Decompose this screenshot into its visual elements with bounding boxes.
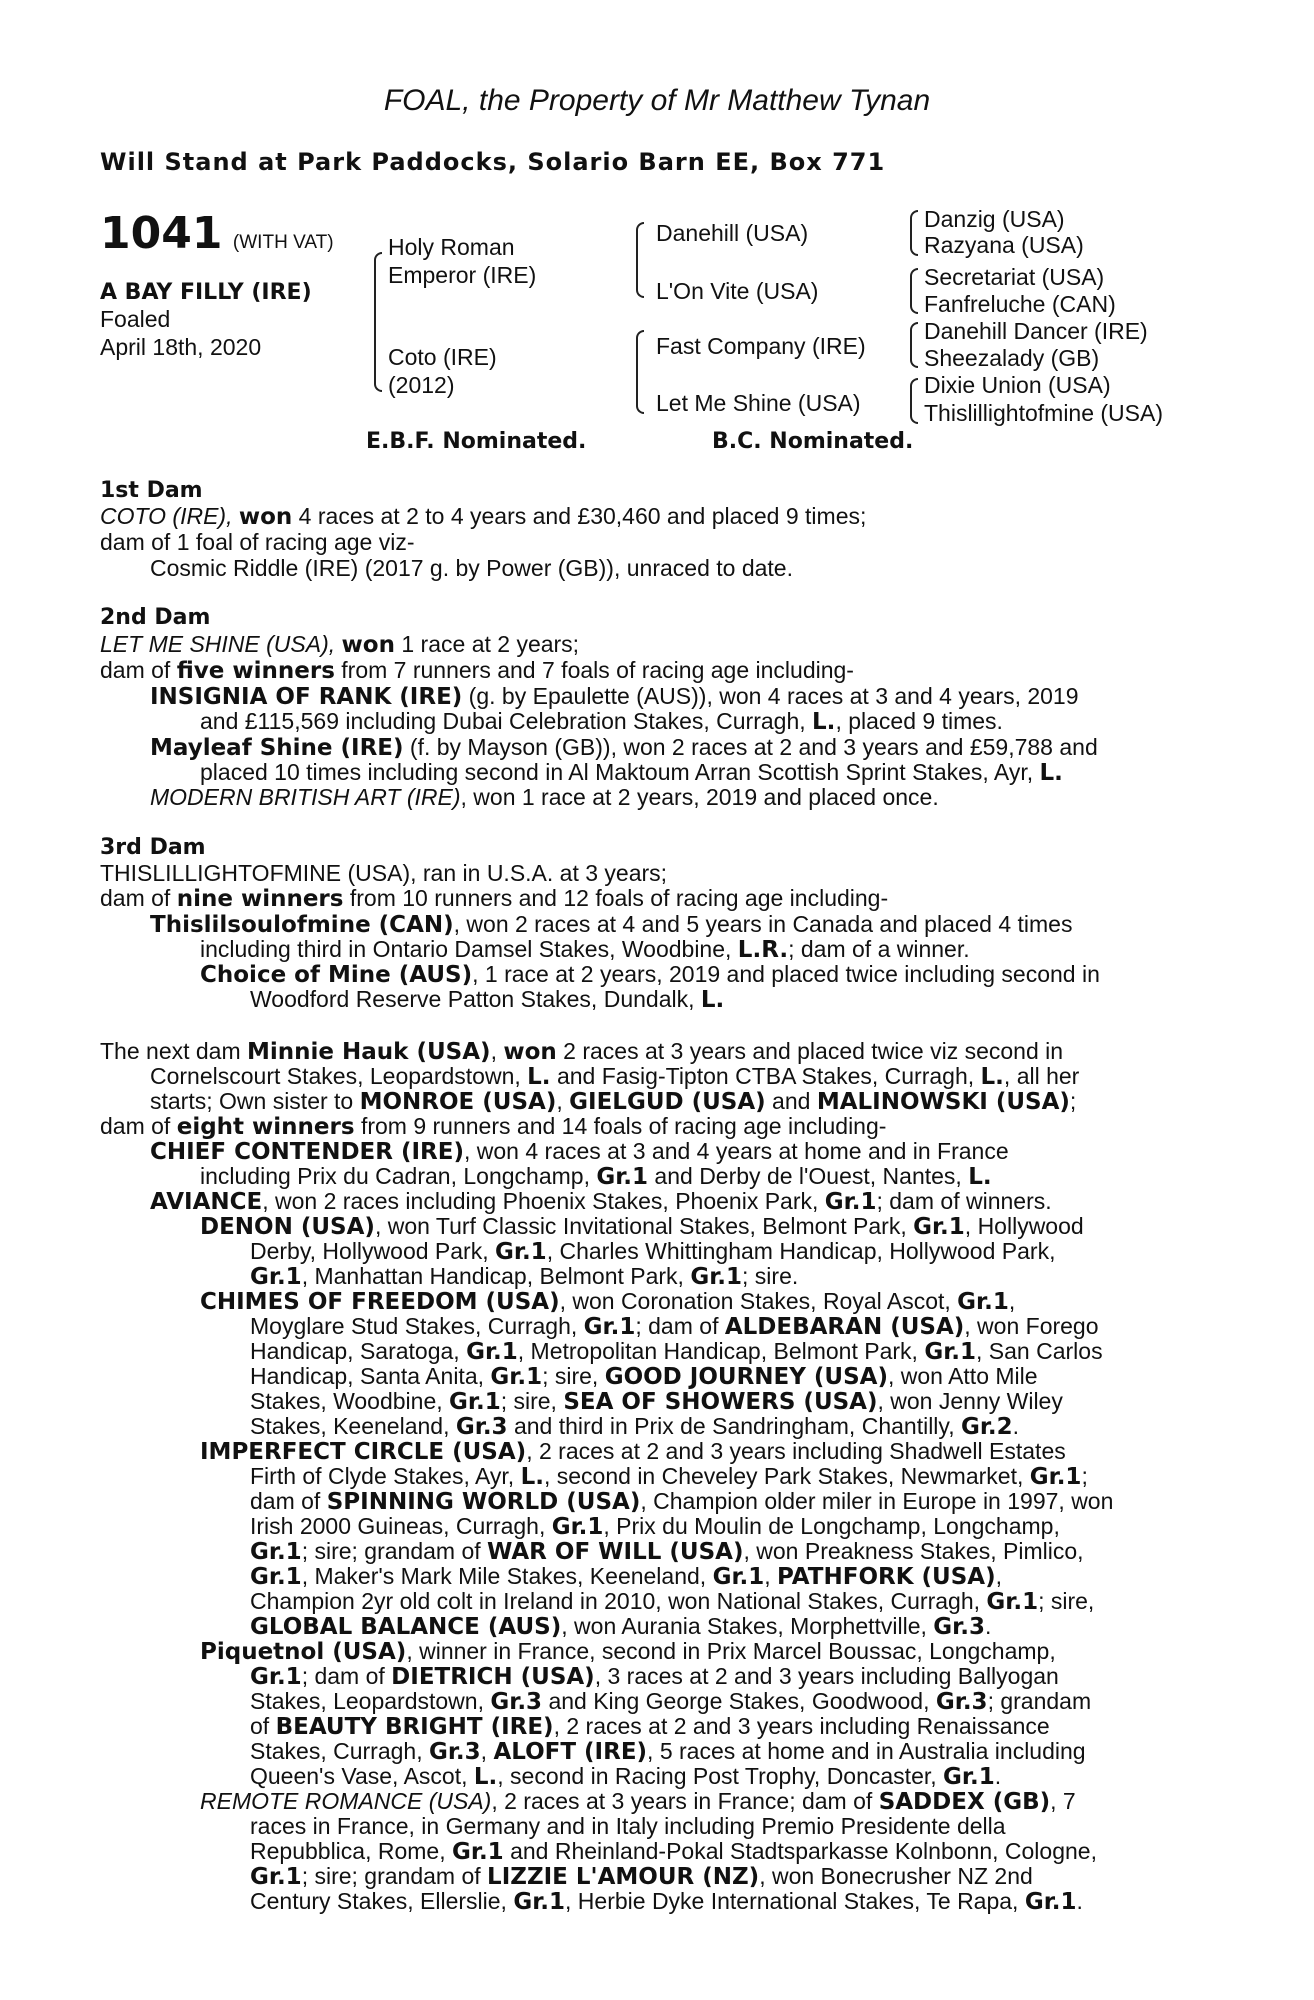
next-dam-line-20: Irish 2000 Guineas, Curragh, Gr.1, Prix du Moulin de Longchamp, Longchamp, [250,1513,1060,1540]
next-dam-line-17: IMPERFECT CIRCLE (USA), 2 races at 2 and 3 years including Shadwell Estates [200,1438,1066,1465]
third-dam-line-2: dam of nine winners from 10 runners and 12 foals of racing age including- [100,885,889,912]
gg-2: Razyana (USA) [924,232,1084,258]
lot-number-row [100,208,334,259]
ebf-nominated: E.B.F. Nominated. [366,429,587,454]
gg-5: Danehill Dancer (IRE) [924,318,1148,344]
brace-sire [636,222,644,298]
next-dam-line-29: Stakes, Curragh, Gr.3, ALOFT (IRE), 5 races at home and in Australia including [250,1738,1086,1765]
next-dam-line-21: Gr.1; sire; grandam of WAR OF WILL (USA), won Preakness Stakes, Pimlico, [250,1538,1084,1565]
next-dam-line-30: Queen's Vase, Ascot, L., second in Racing Post Trophy, Doncaster, Gr.1. [250,1763,1002,1790]
sire-sire: Danehill (USA) [656,220,809,246]
next-dam-line-3: starts; Own sister to MONROE (USA), GIELGUD (USA) and MALINOWSKI (USA); [150,1088,1077,1115]
third-dam-line-6: Woodford Reserve Patton Stakes, Dundalk, L. [250,986,725,1013]
second-dam-line-3: INSIGNIA OF RANK (IRE) (g. by Epaulette (AUS)), won 4 races at 3 and 4 years, 2019 [150,683,1079,710]
next-dam-line-28: of BEAUTY BRIGHT (IRE), 2 races at 2 and 3 years including Renaissance [250,1713,1050,1740]
bc-nominated: B.C. Nominated. [712,429,914,454]
next-dam-line-34: Gr.1; sire; grandam of LIZZIE L'AMOUR (NZ), won Bonecrusher NZ 2nd [250,1863,1033,1890]
vat-note: (WITH VAT) [232,232,334,253]
next-dam-line-27: Stakes, Leopardstown, Gr.3 and King George Stakes, Goodwood, Gr.3; grandam [250,1688,1092,1715]
second-dam-line-1: LET ME SHINE (USA), won 1 race at 2 years; [100,631,580,658]
gg-4: Fanfreluche (CAN) [924,291,1116,317]
next-dam-line-6: including Prix du Cadran, Longchamp, Gr.1 and Derby de l'Ouest, Nantes, L. [200,1163,992,1190]
first-dam-line-1: COTO (IRE), won 4 races at 2 to 4 years and £30,460 and placed 9 times; [100,503,867,530]
gg-6: Sheezalady (GB) [924,345,1100,371]
dam-line-2: (2012) [388,372,455,398]
brace-g56 [910,322,918,368]
sire-line-1: Holy Roman [388,234,515,260]
next-dam-line-15: Stakes, Woodbine, Gr.1; sire, SEA OF SHOWERS (USA), won Jenny Wiley [250,1388,1063,1415]
third-dam-line-3: Thislilsoulofmine (CAN), won 2 races at 4 and 5 years in Canada and placed 4 times [150,911,1073,938]
second-dam-line-7: MODERN BRITISH ART (IRE), won 1 race at 2 years, 2019 and placed once. [150,784,939,810]
next-dam-line-9: Derby, Hollywood Park, Gr.1, Charles Whittingham Handicap, Hollywood Park, [250,1238,1056,1265]
second-dam-line-4: and £115,569 including Dubai Celebration Stakes, Curragh, L., placed 9 times. [200,708,1003,735]
brace-g78 [910,378,918,424]
first-dam-line-3: Cosmic Riddle (IRE) (2017 g. by Power (GB)), unraced to date. [150,555,793,581]
foaled-label: Foaled [100,306,171,332]
next-dam-line-1: The next dam Minnie Hauk (USA), won 2 races at 3 years and placed twice viz second in [100,1038,1064,1065]
next-dam-line-31: REMOTE ROMANCE (USA), 2 races at 3 years in France; dam of SADDEX (GB), 7 [200,1788,1076,1815]
stand-location: Will Stand at Park Paddocks, Solario Barn EE, Box 771 [100,148,886,176]
gg-8: Thislillightofmine (USA) [924,400,1164,426]
foaled-date: April 18th, 2020 [100,334,262,360]
next-dam-line-11: CHIMES OF FREEDOM (USA), won Coronation Stakes, Royal Ascot, Gr.1, [200,1288,1016,1315]
gg-1: Danzig (USA) [924,206,1065,232]
gg-7: Dixie Union (USA) [924,372,1111,398]
first-dam-heading: 1st Dam [100,478,203,503]
next-dam-line-14: Handicap, Santa Anita, Gr.1; sire, GOOD JOURNEY (USA), won Atto Mile [250,1363,1038,1390]
next-dam-line-5: CHIEF CONTENDER (IRE), won 4 races at 3 and 4 years at home and in France [150,1138,1009,1165]
dam-dam: Let Me Shine (USA) [656,390,861,416]
lot-name: A BAY FILLY (IRE) [100,280,312,305]
next-dam-line-32: races in France, in Germany and in Italy including Premio Presidente della [250,1813,1006,1839]
second-dam-line-6: placed 10 times including second in Al Maktoum Arran Scottish Sprint Stakes, Ayr, L. [200,759,1063,786]
third-dam-heading: 3rd Dam [100,835,206,860]
third-dam-line-4: including third in Ontario Damsel Stakes, Woodbine, L.R.; dam of a winner. [200,936,970,963]
brace-sire-dam [374,252,382,392]
next-dam-line-10: Gr.1, Manhattan Handicap, Belmont Park, Gr.1; sire. [250,1263,799,1290]
next-dam-line-12: Moyglare Stud Stakes, Curragh, Gr.1; dam of ALDEBARAN (USA), won Forego [250,1313,1099,1340]
dam-sire: Fast Company (IRE) [656,333,866,359]
sire-line-2: Emperor (IRE) [388,262,537,288]
brace-g12 [910,210,918,256]
next-dam-line-18: Firth of Clyde Stakes, Ayr, L., second in Cheveley Park Stakes, Newmarket, Gr.1; [250,1463,1088,1490]
next-dam-line-2: Cornelscourt Stakes, Leopardstown, L. and Fasig-Tipton CTBA Stakes, Curragh, L., all her [150,1063,1080,1090]
third-dam-line-5: Choice of Mine (AUS), 1 race at 2 years, 2019 and placed twice including second in [200,961,1100,988]
next-dam-line-4: dam of eight winners from 9 runners and 14 foals of racing age including- [100,1113,887,1140]
page-title: FOAL, the Property of Mr Matthew Tynan [383,84,931,117]
second-dam-line-5: Mayleaf Shine (IRE) (f. by Mayson (GB)), won 2 races at 2 and 3 years and £59,788 and [150,734,1098,761]
brace-g34 [910,268,918,314]
next-dam-line-22: Gr.1, Maker's Mark Mile Stakes, Keeneland, Gr.1, PATHFORK (USA), [250,1563,1003,1590]
next-dam-line-23: Champion 2yr old colt in Ireland in 2010, won National Stakes, Curragh, Gr.1; sire, [250,1588,1095,1615]
next-dam-line-8: DENON (USA), won Turf Classic Invitational Stakes, Belmont Park, Gr.1, Hollywood [200,1213,1084,1240]
next-dam-line-24: GLOBAL BALANCE (AUS), won Aurania Stakes, Morphettville, Gr.3. [250,1613,992,1640]
next-dam-line-13: Handicap, Saratoga, Gr.1, Metropolitan Handicap, Belmont Park, Gr.1, San Carlos [250,1338,1103,1365]
third-dam-line-1: THISLILLIGHTOFMINE (USA), ran in U.S.A. at 3 years; [100,860,668,886]
next-dam-line-7: AVIANCE, won 2 races including Phoenix Stakes, Phoenix Park, Gr.1; dam of winners. [150,1188,1052,1215]
next-dam-line-25: Piquetnol (USA), winner in France, second in Prix Marcel Boussac, Longchamp, [200,1638,1056,1665]
gg-3: Secretariat (USA) [924,264,1105,290]
first-dam-line-2: dam of 1 foal of racing age viz- [100,529,415,555]
dam-line-1: Coto (IRE) [388,344,497,370]
next-dam-line-33: Repubblica, Rome, Gr.1 and Rheinland-Pokal Stadtsparkasse Kolnbonn, Cologne, [250,1838,1097,1865]
second-dam-line-2: dam of five winners from 7 runners and 7 foals of racing age including- [100,657,854,684]
next-dam-line-26: Gr.1; dam of DIETRICH (USA), 3 races at 2 and 3 years including Ballyogan [250,1663,1059,1690]
sire-dam: L'On Vite (USA) [656,278,819,304]
next-dam-line-19: dam of SPINNING WORLD (USA), Champion older miler in Europe in 1997, won [250,1488,1114,1515]
lot-number: 1041 [100,208,223,259]
next-dam-line-16: Stakes, Keeneland, Gr.3 and third in Prix de Sandringham, Chantilly, Gr.2. [250,1413,1020,1440]
second-dam-heading: 2nd Dam [100,605,211,630]
next-dam-line-35: Century Stakes, Ellerslie, Gr.1, Herbie Dyke International Stakes, Te Rapa, Gr.1. [250,1888,1083,1915]
brace-dam [636,330,644,414]
